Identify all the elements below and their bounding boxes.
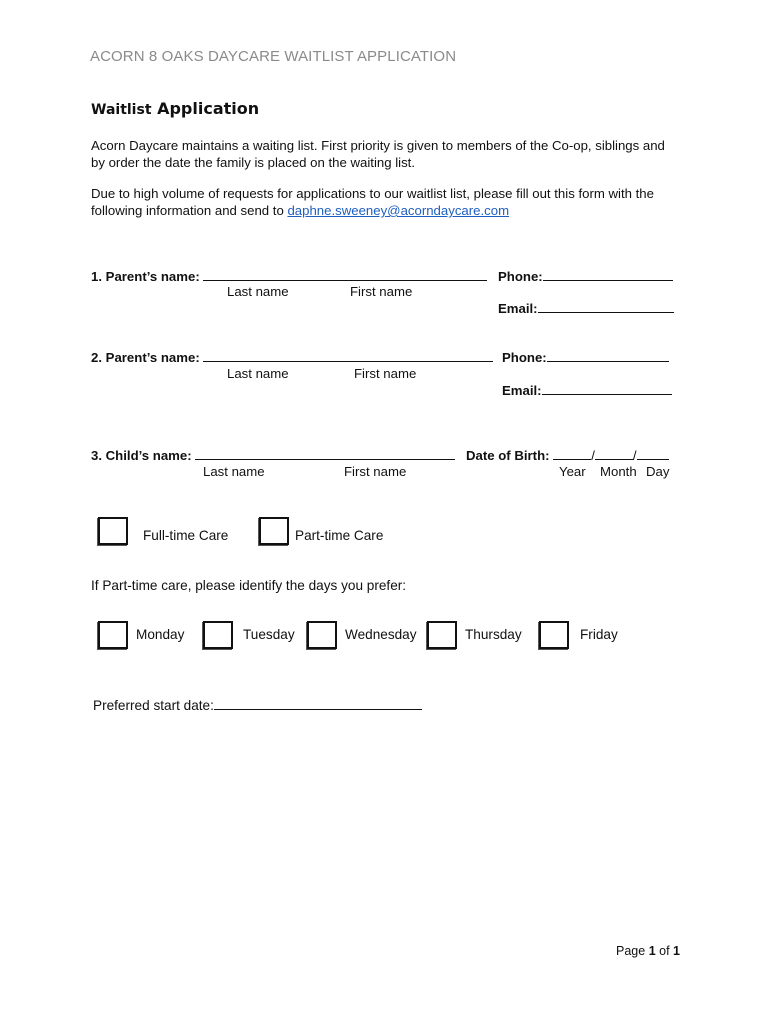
child-dob: Date of Birth: / / [466, 447, 669, 463]
dob-year-caption: Year [559, 464, 586, 479]
parent1-phone-line[interactable] [543, 268, 673, 281]
parent2-label [91, 349, 493, 365]
thursday-checkbox[interactable] [427, 621, 457, 649]
child-first-name-caption: First name [344, 464, 407, 479]
email-link[interactable]: daphne.sweeney@acorndaycare.com [287, 203, 510, 218]
title-part2: Application [157, 99, 260, 118]
friday-label: Friday [580, 627, 618, 642]
of-word: of [659, 944, 670, 958]
child-last-name-caption: Last name [203, 464, 265, 479]
parent1-label-text: 1. Parent’s name: [91, 269, 200, 284]
intro-paragraph-1: Acorn Daycare maintains a waiting list. First priority is given to members of the Co-op, siblings and by order the date the family is placed on the waiting list. [91, 138, 665, 170]
child-label [91, 447, 455, 463]
parent1-email-line[interactable] [538, 300, 674, 313]
parent1-last-name-caption: Last name [227, 284, 289, 299]
start-date-label: Preferred start date: [93, 698, 214, 713]
wednesday-checkbox[interactable] [307, 621, 337, 649]
child-name-line[interactable] [195, 447, 455, 460]
intro-paragraph-2 [91, 185, 681, 219]
parent1-phone-label: Phone: [498, 269, 543, 284]
parent1-name-line[interactable] [203, 268, 487, 281]
thursday-label: Thursday [465, 627, 522, 642]
fulltime-care-label: Full-time Care [143, 528, 229, 543]
parent1-email-label: Email: [498, 301, 538, 316]
parent2-name-line[interactable] [203, 349, 493, 362]
dob-month-line[interactable] [595, 447, 633, 460]
friday-checkbox[interactable] [539, 621, 569, 649]
parent1-first-name-caption: First name [350, 284, 413, 299]
parent1-email [498, 300, 674, 316]
wednesday-label: Wednesday [345, 627, 417, 642]
page-total: 1 [673, 944, 680, 958]
parttime-care-label: Part-time Care [295, 528, 384, 543]
parttime-care-checkbox[interactable] [259, 517, 289, 545]
parent2-email-line[interactable] [542, 382, 672, 395]
parent2-phone-line[interactable] [547, 349, 669, 362]
page-current: 1 [648, 944, 656, 958]
parent1-label [91, 268, 487, 284]
page-number [616, 944, 680, 958]
page-word: Page [616, 944, 646, 958]
dob-day-line[interactable] [637, 447, 669, 460]
parent2-email [502, 382, 672, 398]
fulltime-care-checkbox[interactable] [98, 517, 128, 545]
page-title [91, 99, 259, 118]
parent2-label-text: 2. Parent’s name: [91, 350, 200, 365]
dob-day-caption: Day [646, 464, 670, 479]
document-header: ACORN 8 OAKS DAYCARE WAITLIST APPLICATION [90, 48, 457, 65]
monday-label: Monday [136, 627, 185, 642]
days-prompt: If Part-time care, please identify the days you prefer: [91, 578, 407, 593]
parent2-email-label: Email: [502, 383, 542, 398]
dob-month-caption: Month [600, 464, 637, 479]
monday-checkbox[interactable] [98, 621, 128, 649]
tuesday-label: Tuesday [243, 627, 295, 642]
dob-year-line[interactable] [553, 447, 591, 460]
child-label-text: 3. Child’s name: [91, 448, 192, 463]
child-dob-label: Date of Birth: [466, 448, 550, 463]
parent2-first-name-caption: First name [354, 366, 417, 381]
parent2-phone [502, 349, 669, 365]
tuesday-checkbox[interactable] [203, 621, 233, 649]
title-part1: Waitlist [91, 102, 152, 118]
intro-paragraph-2-text: Due to high volume of requests for applications to our waitlist list, please fill out this form with the following information and send to [91, 186, 654, 218]
start-date-field [93, 697, 422, 713]
start-date-line[interactable] [214, 697, 422, 710]
parent2-phone-label: Phone: [502, 350, 547, 365]
parent1-phone [498, 268, 673, 284]
parent2-last-name-caption: Last name [227, 366, 289, 381]
